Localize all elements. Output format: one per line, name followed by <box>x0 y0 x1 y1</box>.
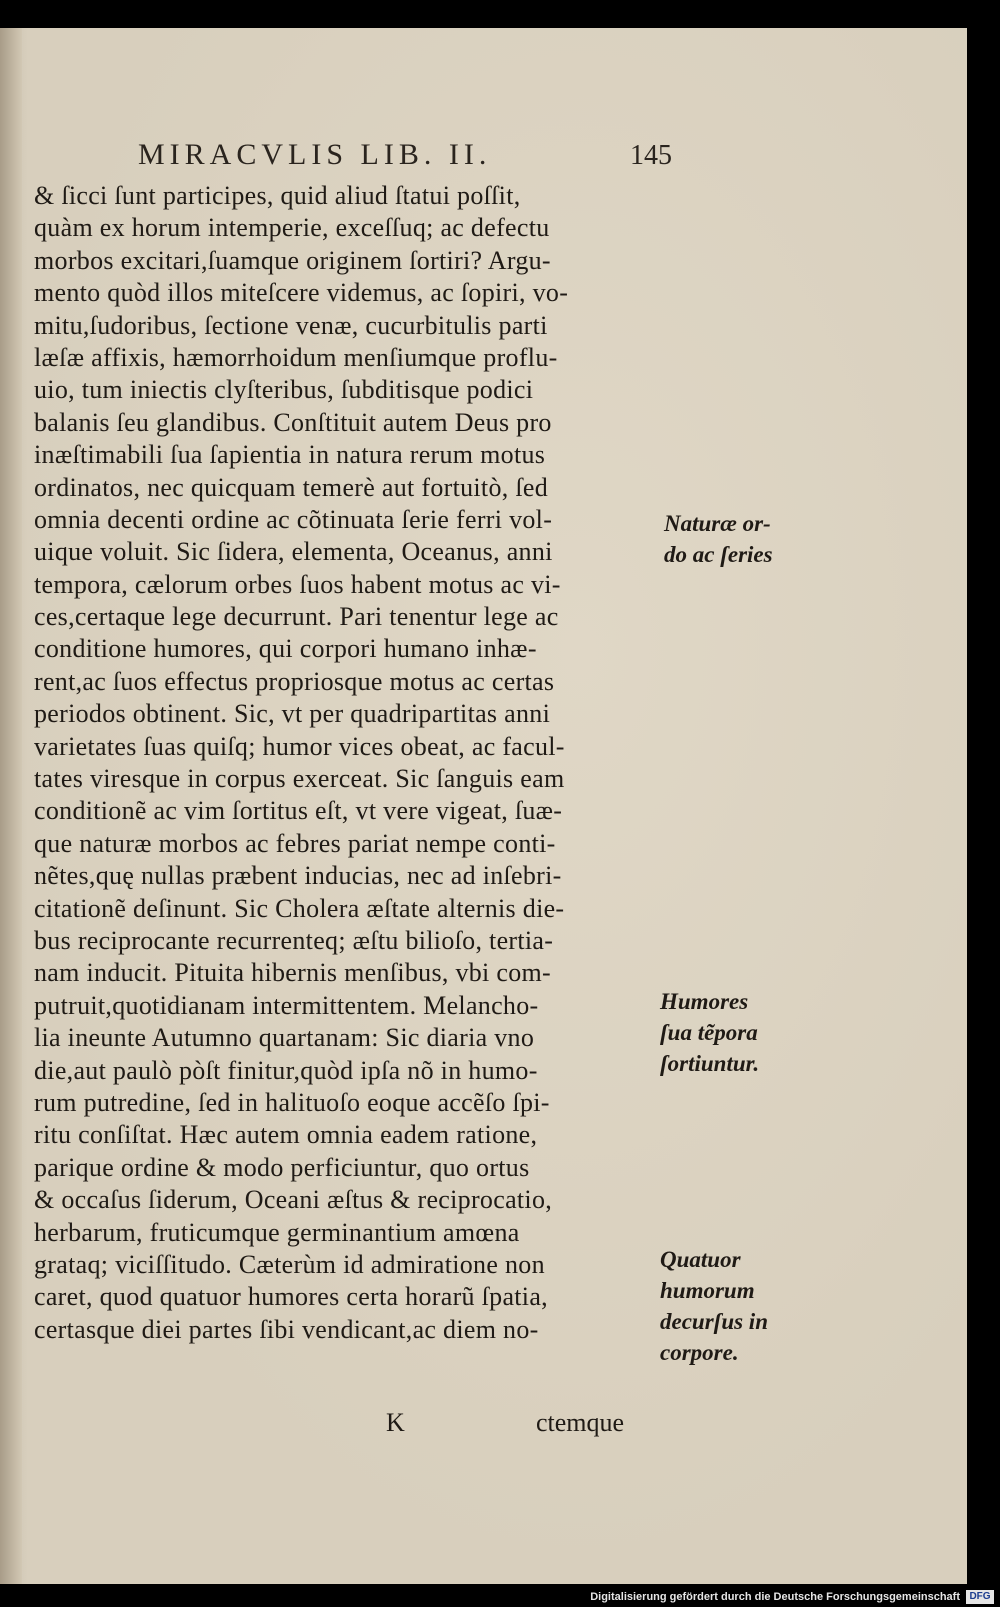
text-line: putruit,quotidianam intermittentem. Melancho- <box>34 990 539 1020</box>
text-line: parique ordine & modo perficiuntur, quo ortus <box>34 1152 530 1182</box>
text-line: tempora, cælorum orbes ſuos habent motus ac vi- <box>34 569 561 599</box>
marginal-note-humores <box>660 986 759 1079</box>
digitization-footer <box>0 1589 1000 1607</box>
text-line: periodos obtinent. Sic, vt per quadripartitas anni <box>34 699 551 729</box>
text-line: lia ineunte Autumno quartanam: Sic diaria vno <box>34 1023 535 1053</box>
text-line: inæſtimabili ſua ſapientia in natura rerum motus <box>34 440 546 470</box>
marginal-note-line: Humores <box>660 989 749 1014</box>
marginal-note-line: ſortiuntur. <box>660 1051 760 1076</box>
text-line: uique voluit. Sic ſidera, elementa, Oceanus, anni <box>34 537 553 567</box>
text-line: grataq; viciſſitudo. Cæterùm id admiratione non <box>34 1249 545 1279</box>
text-line: certasque diei partes ſibi vendicant,ac diem no- <box>34 1314 539 1344</box>
marginal-note-line: do ac ſeries <box>664 542 773 567</box>
body-text <box>34 180 674 1346</box>
page-binding-edge <box>0 28 22 1584</box>
text-line: bus reciprocante recurrenteq; æſtu bilioſo, tertia- <box>34 925 554 955</box>
text-line: caret, quod quatuor humores certa horarũ ſpatia, <box>34 1282 548 1312</box>
marginal-note-line: decurſus in <box>660 1309 768 1334</box>
text-line: conditionẽ ac vim ſortitus eſt, vt vere vigeat, ſuæ- <box>34 796 563 826</box>
text-line: que naturæ morbos ac febres pariat nempe conti- <box>34 828 556 858</box>
text-line: die,aut paulò pòſt finitur,quòd ipſa nõ in humo- <box>34 1055 538 1085</box>
page-number: 145 <box>630 140 672 171</box>
running-head: MIRACVLIS LIB. II. <box>138 138 492 171</box>
text-line: rent,ac ſuos effectus propriosque motus ac certas <box>34 666 555 696</box>
page-header <box>138 138 698 178</box>
text-line: citationẽ deſinunt. Sic Cholera æſtate alternis die- <box>34 893 565 923</box>
text-line: balanis ſeu glandibus. Conſtituit autem Deus pro <box>34 407 552 437</box>
marginal-note-line: Quatuor <box>660 1247 741 1272</box>
text-line: ces,certaque lege decurrunt. Pari tenentur lege ac <box>34 602 559 632</box>
text-line: tates viresque in corpus exerceat. Sic ſanguis eam <box>34 764 565 794</box>
text-line: rum putredine, ſed in halituoſo eoque accẽſo ſpi- <box>34 1087 550 1117</box>
text-line: mento quòd illos miteſcere videmus, ac ſopiri, vo- <box>34 278 569 308</box>
marginal-note-line: humorum <box>660 1278 755 1303</box>
marginal-note-line: Naturæ or- <box>664 511 771 536</box>
digitization-credit: Digitalisierung gefördert durch die Deutsche Forschungsgemeinschaft <box>590 1591 960 1603</box>
text-line: varietates ſuas quiſq; humor vices obeat, ac facul- <box>34 731 565 761</box>
text-line: omnia decenti ordine ac cõtinuata ſerie ferri vol- <box>34 504 553 534</box>
text-line: nam inducit. Pituita hibernis menſibus, vbi com- <box>34 958 552 988</box>
marginal-note-line: ſua tẽpora <box>660 1020 758 1045</box>
text-line: & occaſus ſiderum, Oceani æſtus & reciprocatio, <box>34 1185 553 1215</box>
text-line: mitu,ſudoribus, ſectione venæ, cucurbitulis parti <box>34 310 548 340</box>
marginal-note-line: corpore. <box>660 1340 739 1365</box>
text-line: herbarum, fruticumque germinantium amœna <box>34 1217 520 1247</box>
text-line: uio, tum iniectis clyſteribus, ſubditisque podici <box>34 375 534 405</box>
catchword: ctemque <box>536 1408 625 1437</box>
book-page <box>0 28 967 1584</box>
text-line: nẽtes,quę nullas præbent inducias, nec ad inſebri- <box>34 861 562 891</box>
marginal-note-quatuor-humorum <box>660 1244 768 1368</box>
marginal-note-naturae-ordo <box>664 508 773 570</box>
text-line: morbos excitari,ſuamque originem ſortiri? Argu- <box>34 245 551 275</box>
text-line: ritu conſiſtat. Hæc autem omnia eadem ratione, <box>34 1120 538 1150</box>
signature-mark: K <box>386 1408 405 1437</box>
text-line: & ſicci ſunt participes, quid aliud ſtatui poſſit, <box>34 181 521 210</box>
text-line: conditione humores, qui corpori humano inhæ- <box>34 634 537 664</box>
text-line: quàm ex horum intemperie, exceſſuq; ac defectu <box>34 213 550 243</box>
dfg-logo-icon: DFG <box>966 1590 994 1604</box>
text-line: ordinatos, nec quicquam temerè aut fortuitò, ſed <box>34 472 549 502</box>
text-line: læſæ affixis, hæmorrhoidum menſiumque proflu- <box>34 342 558 372</box>
